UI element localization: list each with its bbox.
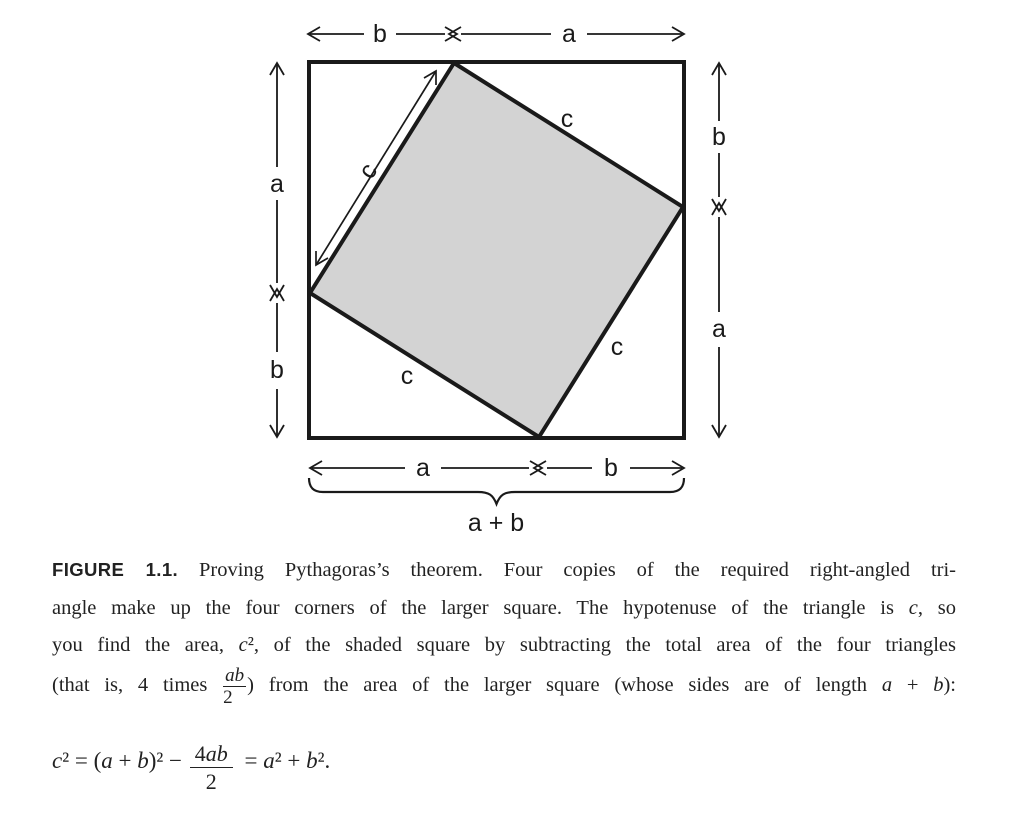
equation-text: ² = ( [62, 747, 102, 773]
math-var-b: b [933, 673, 944, 696]
equation-text: ² + [274, 747, 307, 773]
bottom-a-label: a [416, 454, 430, 482]
hypotenuse-c-top-right-label: c [560, 105, 574, 133]
caption-text: angle make up the four corners of the larger square. The hypotenuse of the triangle is [52, 596, 909, 619]
dimension-split-icon [712, 199, 726, 215]
hypotenuse-c-bottom-right-label: c [610, 333, 624, 361]
brace-icon [309, 478, 684, 504]
figure-caption [52, 551, 956, 707]
fraction-4ab-over-2 [190, 742, 233, 793]
equation-text: )² − [148, 747, 188, 773]
fraction-numerator: ab [225, 664, 245, 686]
dimension-split-icon [270, 285, 284, 301]
right-b-label: b [712, 123, 726, 151]
shaded-inner-square [310, 63, 683, 437]
math-var-c: c [908, 596, 918, 619]
equation-text: ². [317, 747, 331, 773]
hypotenuse-c-rotated-label: c [352, 158, 384, 184]
caption-text: Proving Pythagoras’s theorem. Four copies of the required right-angled tri- [178, 559, 956, 581]
hypotenuse-c-bottom-left-label: c [400, 362, 414, 390]
equation-text: = [238, 747, 264, 773]
math-vars-ab: ab [205, 741, 228, 766]
math-var-b: b [137, 747, 149, 773]
bottom-dimension [310, 461, 684, 475]
right-a-label: a [712, 315, 726, 343]
math-var-a: a [881, 673, 893, 696]
caption-text: ) from the area of the larger square (whose sides are of length [247, 673, 882, 696]
top-a-label: a [562, 20, 576, 48]
inline-fraction-ab-over-2 [223, 666, 246, 709]
caption-text: ): [943, 673, 956, 696]
right-dimension [712, 63, 726, 437]
math-var-b: b [306, 747, 318, 773]
left-b-label: b [270, 356, 284, 384]
equation-text: + [112, 747, 138, 773]
math-var-a: a [101, 747, 113, 773]
math-var-a: a [263, 747, 275, 773]
caption-text: + [892, 673, 934, 696]
fraction-numerator [190, 742, 233, 768]
dimension-split-icon [530, 461, 546, 475]
math-var-c-squared: c [238, 634, 248, 656]
caption-text: , so [917, 596, 957, 619]
bottom-b-label: b [604, 454, 618, 482]
math-var-c: c [52, 747, 63, 773]
pythagoras-equation [52, 735, 331, 795]
caption-line-1 [52, 551, 956, 590]
top-dimension [308, 27, 684, 41]
coefficient: 4 [194, 741, 206, 766]
caption-text: (that is, 4 times [52, 673, 223, 696]
caption-text: ², of the shaded square by subtracting the total area of the four triangles [247, 634, 956, 656]
fraction-denominator: 2 [205, 769, 217, 795]
top-b-label: b [373, 20, 387, 48]
caption-line-4 [52, 665, 956, 708]
figure-number-label: FIGURE 1.1. [52, 559, 179, 580]
caption-text: you find the area, [52, 634, 239, 656]
caption-line-2 [52, 590, 956, 628]
total-width-label: a + b [467, 509, 525, 537]
caption-line-3 [52, 627, 956, 665]
dimension-split-icon [445, 27, 461, 41]
fraction-denominator: 2 [223, 687, 233, 709]
left-a-label: a [270, 170, 284, 198]
